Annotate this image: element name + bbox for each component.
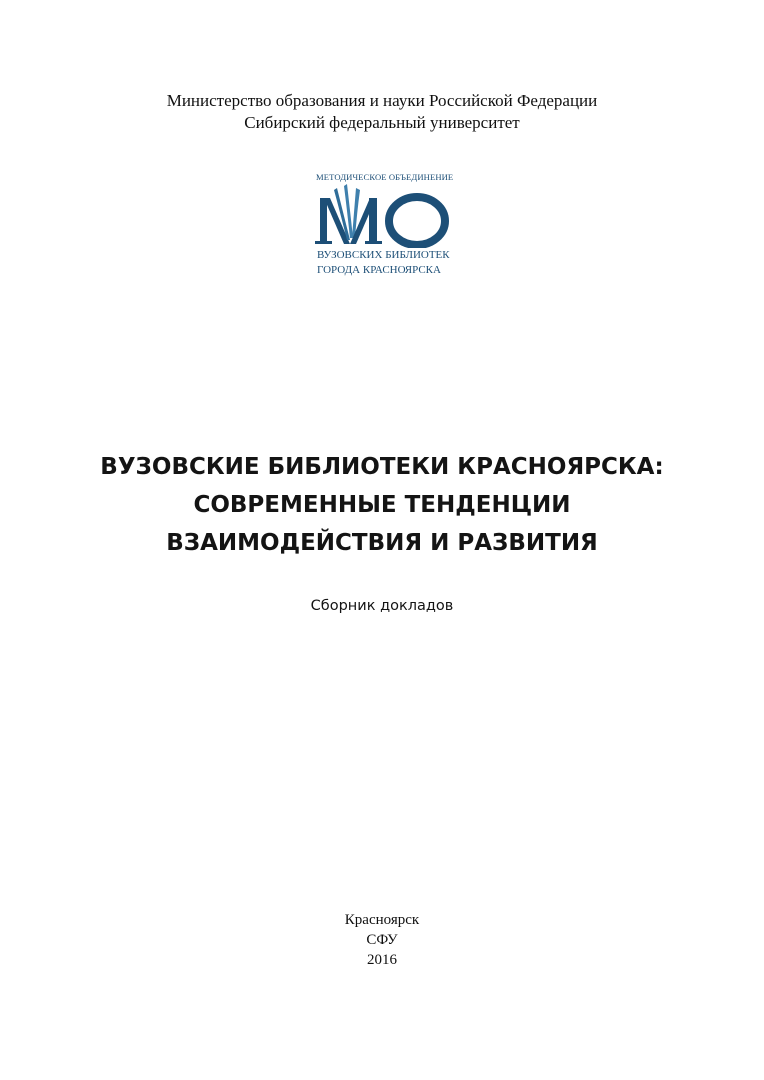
imprint-publisher: СФУ (366, 932, 398, 948)
header (0, 90, 764, 134)
title-line-2: СОВРЕМЕННЫЕ ТЕНДЕНЦИИ (193, 492, 571, 518)
logo-bottom-text (317, 248, 450, 278)
ministry-name: Министерство образования и науки Российской Федерации (166, 91, 598, 110)
title-line-1: ВУЗОВСКИЕ БИБЛИОТЕКИ КРАСНОЯРСКА: (100, 454, 664, 480)
imprint-city: Красноярск (344, 912, 420, 928)
document-subtitle: Сборник докладов (310, 598, 454, 614)
logo (314, 168, 454, 284)
logo-bottom-line2: ГОРОДА КРАСНОЯРСКА (317, 264, 441, 276)
logo-bottom-line1: ВУЗОВСКИХ БИБЛИОТЕК (317, 249, 450, 261)
document-title (0, 448, 764, 562)
title-line-3: ВЗАИМОДЕЙСТВИЯ И РАЗВИТИЯ (166, 530, 598, 556)
imprint (0, 910, 764, 970)
university-name: Сибирский федеральный университет (244, 113, 520, 132)
imprint-year: 2016 (367, 952, 397, 968)
mo-monogram-logo (314, 182, 454, 248)
logo-top-text: МЕТОДИЧЕСКОЕ ОБЪЕДИНЕНИЕ (316, 172, 454, 182)
